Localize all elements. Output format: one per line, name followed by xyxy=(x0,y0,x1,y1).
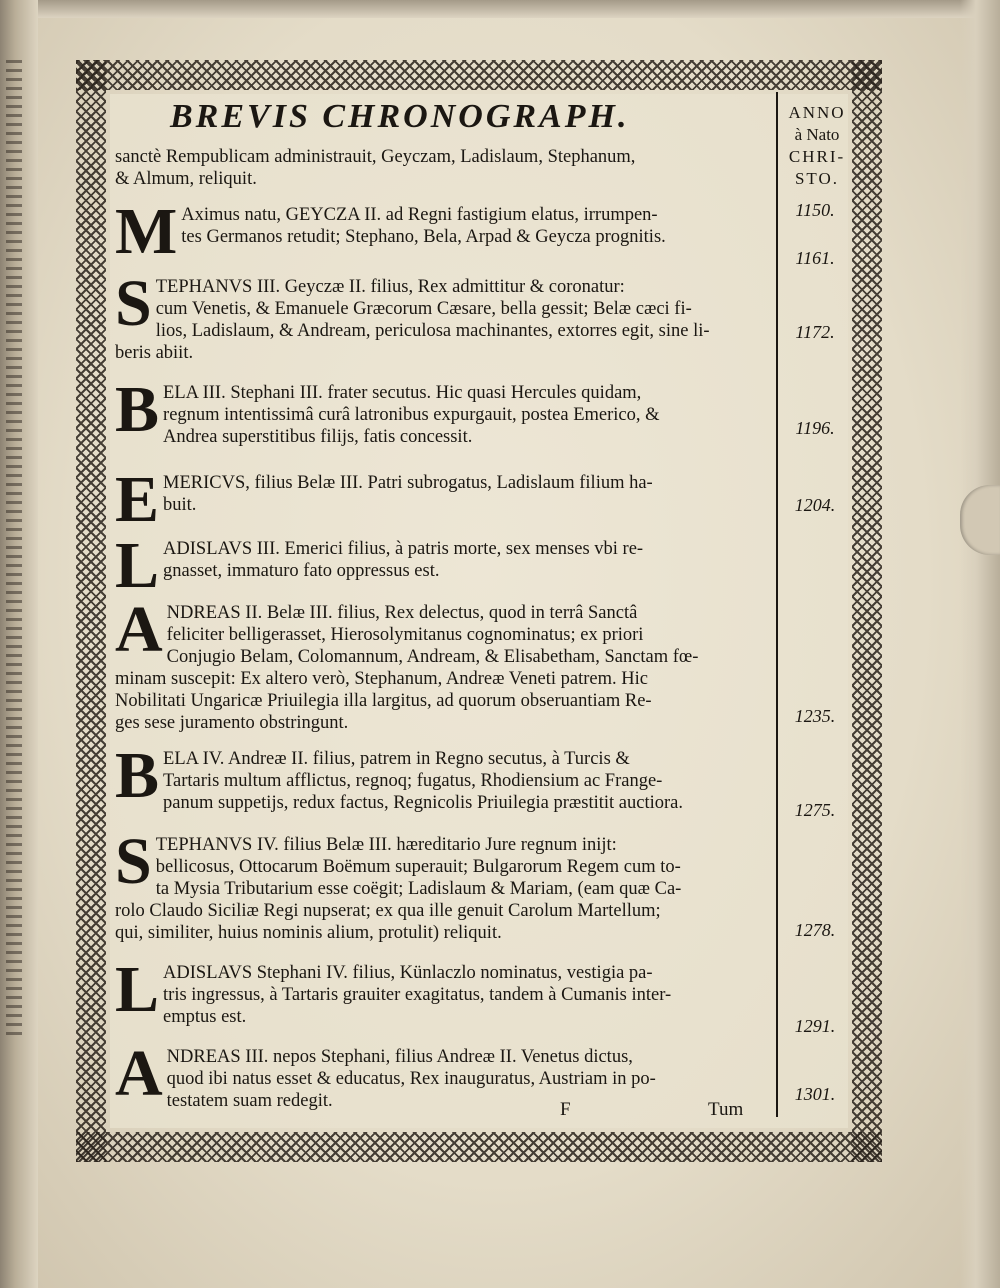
text-line: NDREAS III. nepos Stephani, filius Andreæ II. Venetus dictus, xyxy=(166,1047,633,1067)
text-line: ADISLAVS III. Emerici filius, à patris morte, sex menses vbi re- xyxy=(163,539,644,559)
entry-emericus xyxy=(115,463,771,536)
ornament-left xyxy=(76,60,106,1162)
text-line: ges sese juramento obstringunt. xyxy=(115,713,349,733)
drop-initial: A xyxy=(115,1037,163,1110)
margin-head-a-nato: à Nato xyxy=(794,125,840,144)
text-line: NDREAS II. Belæ III. filius, Rex delectus, quod in terrâ Sanctâ xyxy=(166,603,638,623)
text-line: Conjugio Belam, Colomannum, Andream, & Elisabetham, Sanctam fœ- xyxy=(166,647,699,667)
drop-initial: S xyxy=(115,267,152,340)
text-line: tes Germanos retudit; Stephano, Bela, Arpad & Geycza prognitis. xyxy=(181,227,666,247)
signature-mark: F xyxy=(560,1099,571,1120)
text-line: lios, Ladislaum, & Andream, periculosa machinantes, extorres egit, sine li- xyxy=(155,321,710,341)
drop-initial: A xyxy=(115,593,163,666)
entry-andreas-ii xyxy=(115,593,771,734)
ornament-right xyxy=(852,60,882,1162)
year-label: 1301. xyxy=(794,1084,836,1104)
text-line: feliciter belligerasset, Hierosolymitanus cognominatus; ex priori xyxy=(166,625,644,645)
entry-bela-iv xyxy=(115,739,771,814)
text-line: ELA IV. Andreæ II. filius, patrem in Regno secutus, à Turcis & xyxy=(163,749,630,769)
drop-initial: B xyxy=(115,373,160,446)
running-head: BREVIS CHRONOGRAPH. xyxy=(170,98,630,135)
year-label: 1235. xyxy=(794,706,836,726)
text-line: buit. xyxy=(163,495,197,515)
text-line: bellicosus, Ottocarum Boëmum superauit; Bulgarorum Regem cum to- xyxy=(155,857,681,877)
entry-stephanus-iii xyxy=(115,267,771,364)
text-line: ta Mysia Tributarium esse coëgit; Ladislaum & Mariam, (eam quæ Ca- xyxy=(155,879,682,899)
year-label: 1278. xyxy=(794,920,836,940)
text-line: ELA III. Stephani III. frater secutus. Hic quasi Hercules quidam, xyxy=(163,383,642,403)
text-line: TEPHANVS III. Geyczæ II. filius, Rex admittitur & coronatur: xyxy=(155,277,625,297)
intro-paragraph xyxy=(115,146,771,190)
drop-initial: L xyxy=(115,953,160,1026)
text-line: rolo Claudo Siciliæ Regi nupserat; ex qua ille genuit Carolum Martellum; xyxy=(115,901,661,921)
text-line: MERICVS, filius Belæ III. Patri subrogatus, Ladislaum filium ha- xyxy=(163,473,653,493)
text-line: quod ibi natus esset & educatus, Rex inauguratus, Austriam in po- xyxy=(166,1069,656,1089)
entry-bela-iii xyxy=(115,373,771,448)
page-right-edge xyxy=(960,0,1000,1288)
text-line: testatem suam redegit. xyxy=(166,1091,333,1111)
text-line: & Almum, reliquit. xyxy=(115,169,257,189)
text-line: regnum intentissimâ curâ latronibus expurgauit, postea Emerico, & xyxy=(163,405,660,425)
drop-initial: M xyxy=(115,195,178,268)
entry-stephanus-iv xyxy=(115,825,771,944)
text-line: gnasset, immaturo fato oppressus est. xyxy=(163,561,440,581)
text-line: qui, similiter, huius nominis alium, protulit) reliquit. xyxy=(115,923,502,943)
margin-head-chri: CHRI- xyxy=(788,147,846,166)
year-label: 1291. xyxy=(794,1016,836,1036)
text-line: Tartaris multum afflictus, regnoq; fugatus, Rhodiensium ac Frange- xyxy=(163,771,663,791)
year-label: 1196. xyxy=(795,418,835,438)
margin-head-anno: ANNO xyxy=(788,103,846,122)
text-line: minam suscepit: Ex altero verò, Stephanum, Andreæ Veneti patrem. Hic xyxy=(115,669,648,689)
margin-column-rule xyxy=(776,92,778,1117)
text-line: cum Venetis, & Emanuele Græcorum Cæsare, bella gessit; Belæ cæci fi- xyxy=(155,299,692,319)
entry-ladislaus-iv xyxy=(115,953,771,1028)
entry-geycza-ii xyxy=(115,195,771,268)
text-line: TEPHANVS IV. filius Belæ III. hæreditario Jure regnum inijt: xyxy=(155,835,617,855)
margin-column-heading xyxy=(781,102,853,190)
drop-initial: L xyxy=(115,529,160,602)
text-line: Aximus natu, GEYCZA II. ad Regni fastigium elatus, irrumpen- xyxy=(181,205,658,225)
year-label: 1161. xyxy=(795,248,835,268)
ornament-bottom xyxy=(76,1132,882,1162)
drop-initial: E xyxy=(115,463,160,536)
catchword: Tum xyxy=(708,1099,744,1120)
page-top-edge xyxy=(0,0,1000,18)
entry-ladislaus-iii xyxy=(115,529,771,602)
text-line: panum suppetijs, redux factus, Regnicolis Priuilegia præstitit auctiora. xyxy=(163,793,683,813)
year-label: 1204. xyxy=(794,495,836,515)
ornament-top xyxy=(76,60,882,90)
text-line: Andrea superstitibus filijs, fatis concessit. xyxy=(163,427,473,447)
drop-initial: B xyxy=(115,739,160,812)
margin-head-sto: STO. xyxy=(794,169,840,188)
text-line: sanctè Rempublicam administrauit, Geyczam, Ladislaum, Stephanum, xyxy=(115,147,636,167)
text-line: emptus est. xyxy=(163,1007,247,1027)
text-line: Nobilitati Ungaricæ Priuilegia illa largitus, ad quorum obseruantiam Re- xyxy=(115,691,652,711)
text-line: beris abiit. xyxy=(115,343,194,363)
text-line: ADISLAVS Stephani IV. filius, Künlaczlo nominatus, vestigia pa- xyxy=(163,963,653,983)
text-line: tris ingressus, à Tartaris grauiter exagitatus, tandem à Cumanis inter- xyxy=(163,985,672,1005)
facing-page-border xyxy=(6,60,22,1040)
year-label: 1150. xyxy=(795,200,835,220)
entry-andreas-iii xyxy=(115,1037,771,1112)
year-label: 1172. xyxy=(795,322,835,342)
drop-initial: S xyxy=(115,825,152,898)
year-label: 1275. xyxy=(794,800,836,820)
